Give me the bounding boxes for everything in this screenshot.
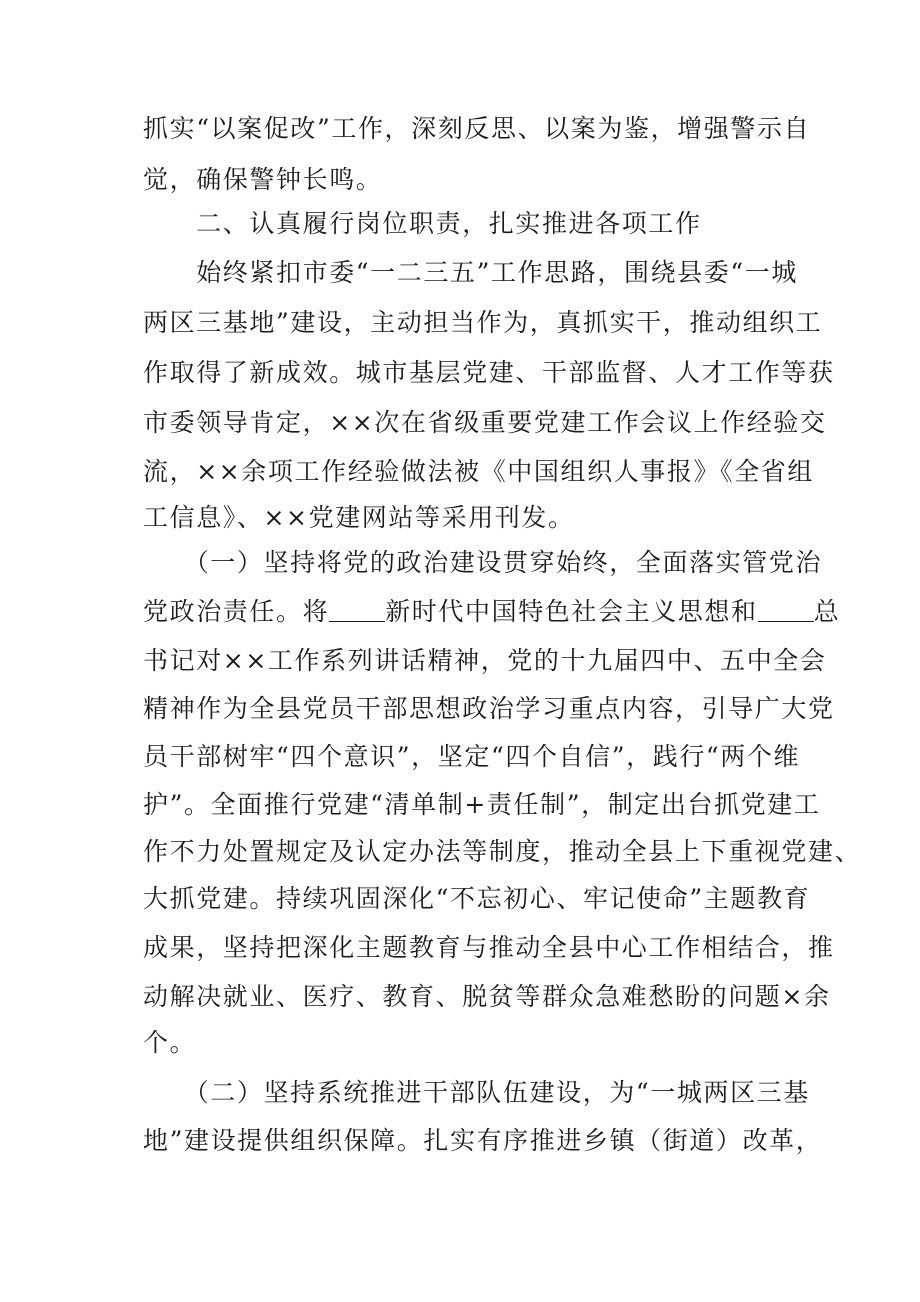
blank-underline	[329, 599, 385, 622]
subsection-heading: （一）坚持将党的政治建设贯穿始终，全面落实管党治	[143, 548, 823, 577]
text-line: 书记对××工作系列讲话精神，党的十九届四中、五中全会	[143, 646, 827, 675]
text-line: 精神作为全县党员干部思想政治学习重点内容，引导广大党	[143, 694, 835, 723]
text-segment: 党政治责任。将	[143, 597, 330, 626]
blank-underline	[758, 599, 814, 622]
text-line: 员干部树牢“四个意识”，坚定“四个自信”，践行“两个维	[143, 742, 801, 771]
text-line: 市委领导肯定，××次在省级重要党建工作会议上作经验交	[143, 408, 827, 437]
subsection-heading: （二）坚持系统推进干部队伍建设，为“一城两区三基	[143, 1078, 810, 1107]
text-line: 作取得了新成效。城市基层党建、干部监督、人才工作等获	[143, 358, 835, 387]
text-line: 地”建设提供组织保障。扎实有序推进乡镇（街道）改革，	[143, 1126, 823, 1155]
text-line: 护”。全面推行党建“清单制+责任制”，制定出台抓党建工	[143, 790, 821, 819]
section-heading: 二、认真履行岗位职责，扎实推进各项工作	[143, 209, 702, 238]
text-segment: 总	[813, 597, 841, 626]
text-line: 流，××余项工作经验做法被《中国组织人事报》《全省组	[143, 457, 814, 486]
text-line: 个。	[143, 1028, 197, 1057]
text-line: 始终紧扣市委“一二三五”工作思路，围绕县委“一城	[143, 258, 798, 287]
text-line: 工信息》、××党建网站等采用刊发。	[143, 503, 575, 532]
text-line: 作不力处置规定及认定办法等制度，推动全县上下重视党建、	[143, 837, 862, 866]
text-line: 抓实“以案促改”工作，深刻反思、以案为鉴，增强警示自	[143, 114, 811, 143]
text-line: 觉，确保警钟长鸣。	[143, 165, 383, 194]
text-line: 动解决就业、医疗、教育、脱贫等群众急难愁盼的问题×余	[143, 982, 831, 1011]
text-line: 大抓党建。持续巩固深化“不忘初心、牢记使命”主题教育	[143, 884, 811, 913]
text-segment: 新时代中国特色社会主义思想和	[385, 597, 758, 626]
text-line: 成果，坚持把深化主题教育与推动全县中心工作相结合，推	[143, 933, 835, 962]
text-line-with-blanks	[143, 595, 841, 629]
text-line: 两区三基地”建设，主动担当作为，真抓实干，推动组织工	[143, 308, 823, 337]
